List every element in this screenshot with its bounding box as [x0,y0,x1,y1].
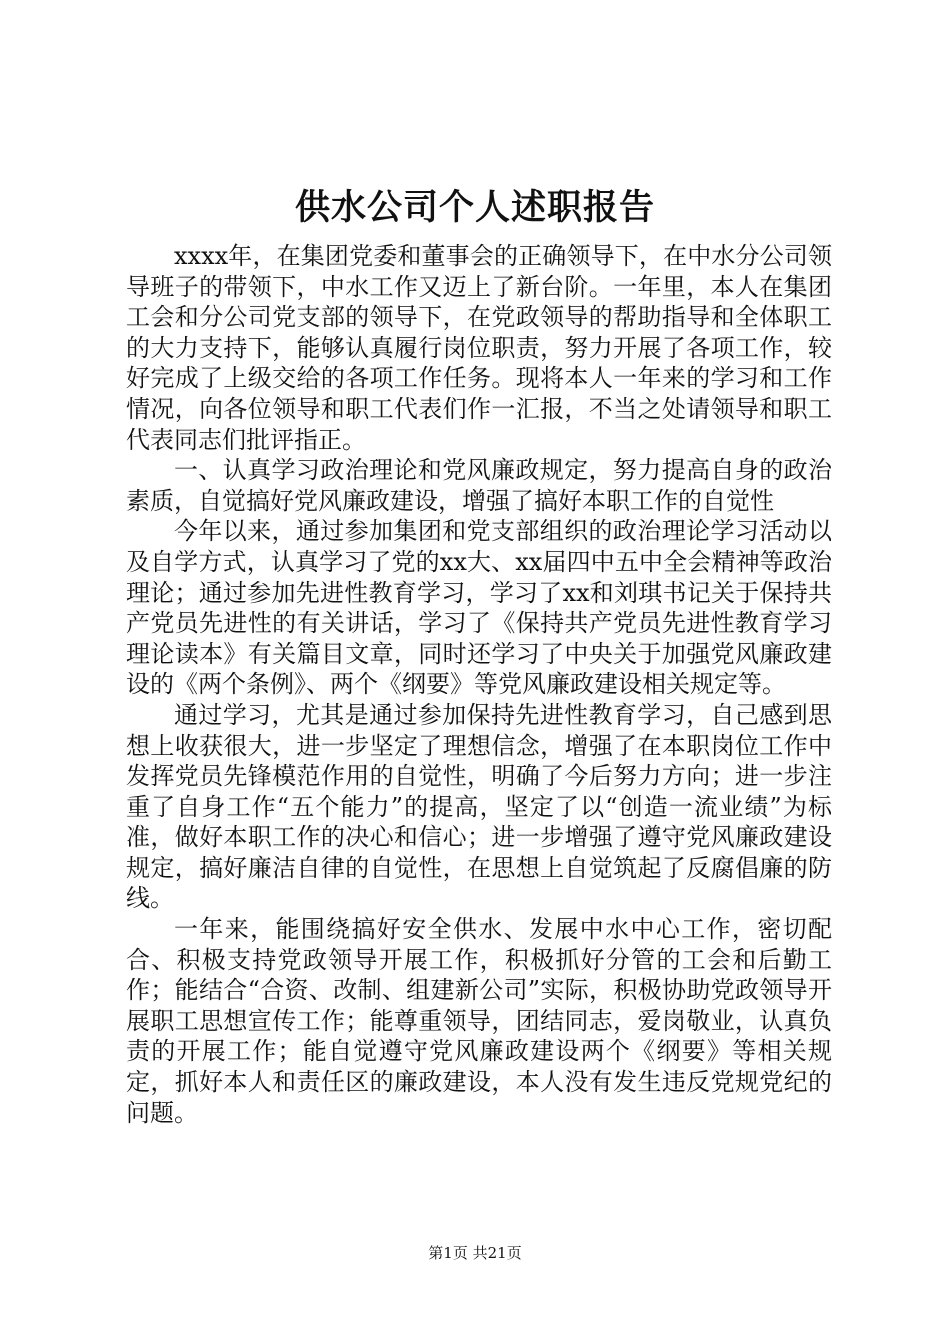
document-body [126,241,832,1128]
paragraph-gains: 通过学习，尤其是通过参加保持先进性教育学习，自己感到思想上收获很大，进一步坚定了理想信念，增强了在本职岗位工作中发挥党员先锋模范作用的自觉性，明确了今后努力方向；进一步注重了自身工作“五个能力”的提高，坚定了以“创造一流业绩”为标准，做好本职工作的决心和信心；进一步增强了遵守党风廉政建设规定，搞好廉洁自律的自觉性，在思想上自觉筑起了反腐倡廉的防线。 [126,700,832,913]
paragraph-study: 今年以来，通过参加集团和党支部组织的政治理论学习活动以及自学方式，认真学习了党的xx大、xx届四中五中全会精神等政治理论；通过参加先进性教育学习，学习了xx和刘琪书记关于保持共产党员先进性的有关讲话，学习了《保持共产党员先进性教育学习理论读本》有关篇目文章，同时还学习了中央关于加强党风廉政建设的《两个条例》、两个《纲要》等党风廉政建设相关规定等。 [126,517,832,699]
page-number-footer: 第1页 共21页 [428,1244,522,1262]
paragraph-intro: xxxx年，在集团党委和董事会的正确领导下，在中水分公司领导班子的带领下，中水工作又迈上了新台阶。一年里，本人在集团工会和分公司党支部的领导下，在党政领导的帮助指导和全体职工的大力支持下，能够认真履行岗位职责，努力开展了各项工作，较好完成了上级交给的各项工作任务。现将本人一年来的学习和工作情况，向各位领导和职工代表们作一汇报，不当之处请领导和职工代表同志们批评指正。 [126,242,832,454]
document-title: 供水公司个人述职报告 [294,187,655,228]
section-heading-1: 一、认真学习政治理论和党风廉政规定，努力提高自身的政治素质，自觉搞好党风廉政建设，增强了搞好本职工作的自觉性 [126,456,832,515]
paragraph-work: 一年来，能围绕搞好安全供水、发展中水中心工作，密切配合、积极支持党政领导开展工作，积极抓好分管的工会和后勤工作；能结合“合资、改制、组建新公司”实际，积极协助党政领导开展职工思想宣传工作；能尊重领导，团结同志，爱岗敬业，认真负责的开展工作；能自觉遵守党风廉政建设两个《纲要》等相关规定，抓好本人和责任区的廉政建设，本人没有发生违反党规党纪的问题。 [126,915,832,1127]
